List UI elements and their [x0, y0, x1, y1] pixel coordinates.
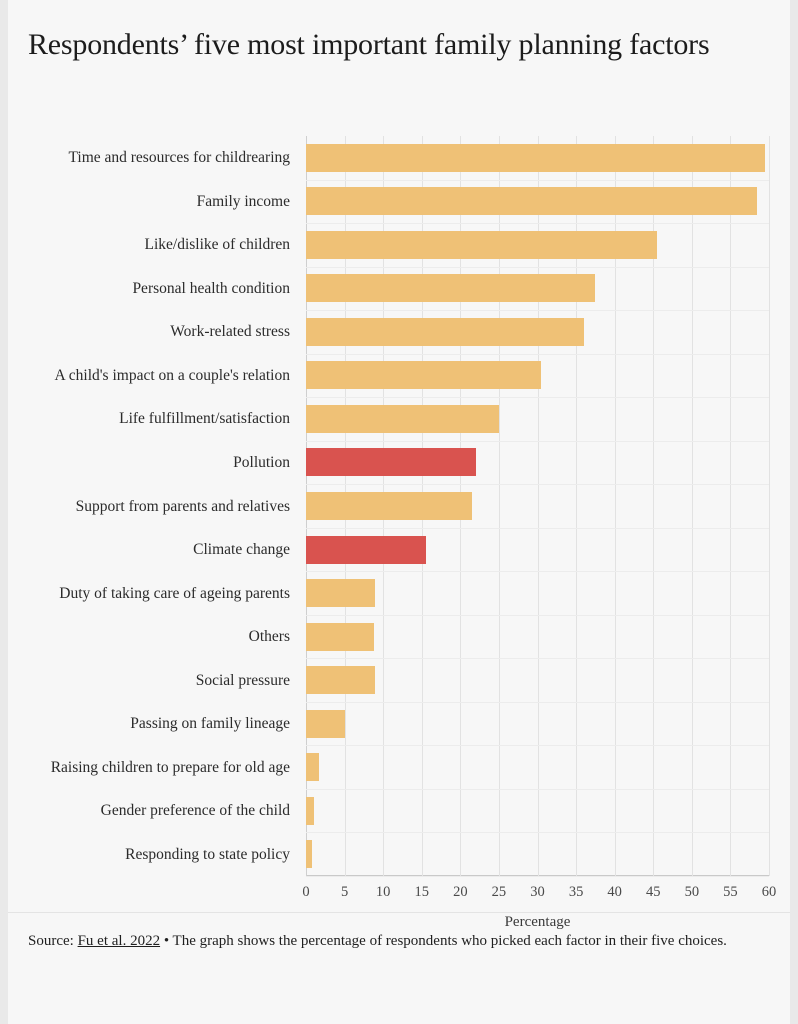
- bar: [306, 710, 345, 738]
- x-tick-label: 45: [646, 884, 661, 900]
- bars-region: [306, 136, 769, 876]
- bar: [306, 753, 319, 781]
- category-label: A child's impact on a couple's relation: [54, 366, 290, 384]
- category-label: Gender preference of the child: [100, 802, 290, 820]
- category-axis-labels: [28, 136, 298, 876]
- x-tick-label: 30: [530, 884, 545, 900]
- bar: [306, 187, 757, 215]
- category-label: Climate change: [193, 541, 290, 559]
- x-tick-label: 0: [302, 884, 310, 900]
- category-label: Pollution: [233, 453, 290, 471]
- category-label: Duty of taking care of ageing parents: [59, 584, 290, 602]
- category-label: Time and resources for childrearing: [68, 149, 290, 167]
- row-separator: [306, 832, 769, 833]
- category-label: Support from parents and relatives: [75, 497, 290, 515]
- bar: [306, 361, 541, 389]
- page-right-margin: [790, 0, 798, 1024]
- source-prefix: Source:: [28, 933, 78, 949]
- category-label: Responding to state policy: [125, 845, 290, 863]
- row-separator: [306, 354, 769, 355]
- bar: [306, 797, 314, 825]
- page-left-margin: [0, 0, 8, 1024]
- x-tick-label: 60: [761, 884, 777, 900]
- x-tick-label: 20: [453, 884, 468, 900]
- x-axis-title: Percentage: [504, 914, 571, 930]
- row-separator: [306, 441, 769, 442]
- source-description: • The graph shows the percentage of respondents who picked each factor in their five choices.: [160, 933, 727, 949]
- row-separator: [306, 180, 769, 181]
- category-label: Life fulfillment/satisfaction: [119, 410, 290, 428]
- footer-divider: [8, 912, 790, 913]
- x-tick-label: 5: [340, 884, 349, 900]
- bar: [306, 666, 375, 694]
- bar: [306, 274, 595, 302]
- row-separator: [306, 789, 769, 790]
- row-separator: [306, 702, 769, 703]
- row-separator: [306, 745, 769, 746]
- source-link[interactable]: Fu et al. 2022: [77, 933, 161, 949]
- bar: [306, 318, 584, 346]
- category-label: Family income: [196, 192, 290, 210]
- row-separator: [306, 658, 769, 659]
- bar: [306, 623, 374, 651]
- category-label: Others: [248, 628, 290, 646]
- x-tick-label: 35: [568, 884, 584, 900]
- bar: [306, 492, 472, 520]
- row-separator: [306, 223, 769, 224]
- x-tick-label: 10: [375, 884, 391, 900]
- bar: [306, 231, 657, 259]
- source-note: [28, 930, 780, 952]
- x-tick-label: 55: [723, 884, 738, 900]
- row-separator: [306, 397, 769, 398]
- bar: [306, 144, 765, 172]
- x-tick-label: 40: [607, 884, 622, 900]
- bar: [306, 536, 426, 564]
- category-label: Raising children to prepare for old age: [50, 758, 290, 776]
- x-tick-label: 50: [684, 884, 700, 900]
- page-title: Respondents’ five most important family planning factors: [28, 28, 710, 61]
- category-label: Social pressure: [195, 671, 290, 689]
- bar: [306, 840, 312, 868]
- category-label: Like/dislike of children: [144, 236, 290, 254]
- row-separator: [306, 267, 769, 268]
- row-separator: [306, 528, 769, 529]
- gridline: [769, 136, 770, 876]
- x-tick-label: 15: [414, 884, 429, 900]
- category-label: Work-related stress: [170, 323, 290, 341]
- row-separator: [306, 876, 769, 877]
- gridline: [730, 136, 731, 876]
- category-label: Passing on family lineage: [130, 715, 290, 733]
- row-separator: [306, 484, 769, 485]
- bar: [306, 579, 375, 607]
- gridline: [692, 136, 693, 876]
- x-tick-label: 25: [491, 884, 507, 900]
- row-separator: [306, 310, 769, 311]
- bar: [306, 448, 476, 476]
- chart-plot-area: [28, 136, 777, 930]
- bar: [306, 405, 499, 433]
- chart-card: [8, 4, 790, 1016]
- row-separator: [306, 571, 769, 572]
- category-label: Personal health condition: [132, 279, 290, 297]
- row-separator: [306, 615, 769, 616]
